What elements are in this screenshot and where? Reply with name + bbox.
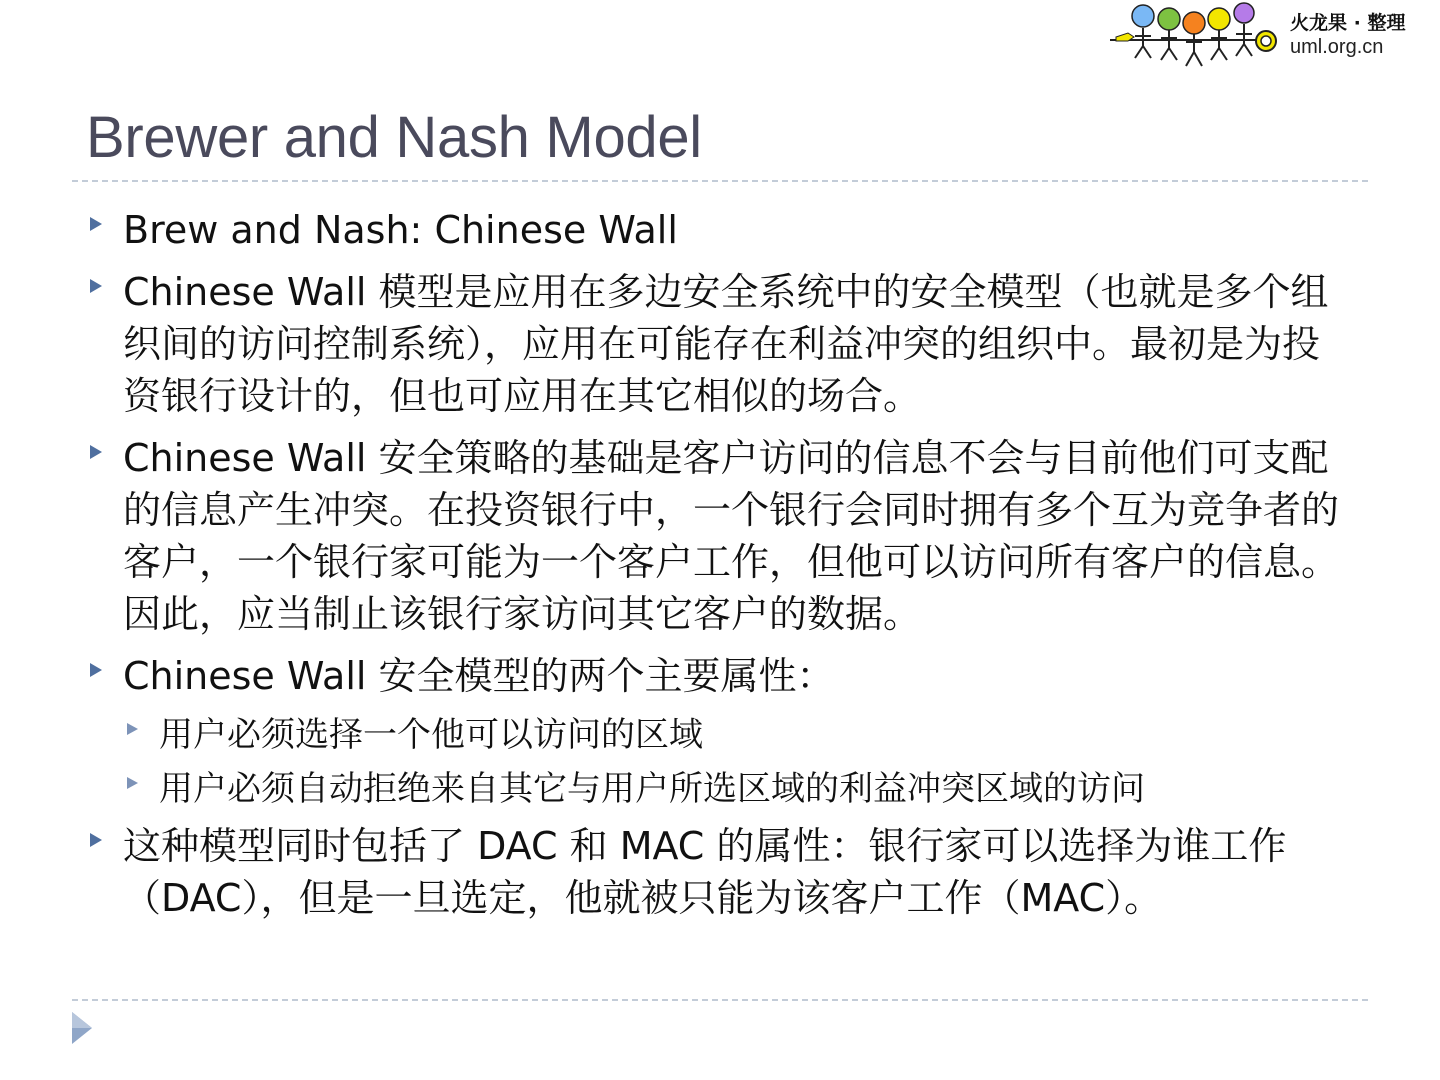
sub-bullet-text: 用户必须自动拒绝来自其它与用户所选区域的利益冲突区域的访问: [159, 769, 1145, 809]
bullet-text: Brew and Nash: Chinese Wall: [123, 208, 678, 252]
sub-bullet-item: [122, 766, 1356, 812]
sub-bullet-item: [122, 712, 1356, 758]
bullet-item: [86, 650, 1356, 702]
bullet-item: [86, 820, 1356, 924]
brand-name: 火龙果 · 整理: [1290, 12, 1406, 34]
bullet-text: Chinese Wall 安全模型的两个主要属性：: [123, 654, 835, 698]
stick-figures-logo-icon: [1108, 0, 1288, 72]
sub-bullet-text: 用户必须选择一个他可以访问的区域: [159, 715, 703, 755]
slide-corner-arrow-icon: [70, 1010, 94, 1046]
sub-bullet-arrow-icon: [127, 723, 138, 735]
bullet-text: Chinese Wall 安全策略的基础是客户访问的信息不会与目前他们可支配的信息产生冲突。在投资银行中，一个银行会同时拥有多个互为竞争者的客户，一个银行家可能为一个客户工作，但他可以访问所有客户的信息。因此，应当制止该银行家访问其它客户的数据。: [123, 436, 1340, 636]
sub-bullet-arrow-icon: [127, 777, 138, 789]
bullet-arrow-icon: [90, 217, 102, 231]
bullet-arrow-icon: [90, 833, 102, 847]
bullet-arrow-icon: [90, 663, 102, 677]
footer-divider: [72, 999, 1368, 1001]
bullet-text: Chinese Wall 模型是应用在多边安全系统中的安全模型（也就是多个组织间的访问控制系统），应用在可能存在利益冲突的组织中。最初是为投资银行设计的，但也可应用在其它相似的场合。: [123, 270, 1329, 418]
bullet-text: 这种模型同时包括了 DAC 和 MAC 的属性：银行家可以选择为谁工作（DAC），但是一旦选定，他就被只能为该客户工作（MAC）。: [123, 824, 1287, 920]
bullet-item: [86, 266, 1356, 422]
title-divider: [72, 180, 1368, 182]
bullet-arrow-icon: [90, 279, 102, 293]
bullet-item: [86, 204, 1356, 256]
slide-title: Brewer and Nash Model: [86, 105, 702, 170]
brand-url: uml.org.cn: [1290, 36, 1384, 58]
bullet-arrow-icon: [90, 445, 102, 459]
bullet-list: [86, 204, 1356, 934]
bullet-item: [86, 432, 1356, 640]
